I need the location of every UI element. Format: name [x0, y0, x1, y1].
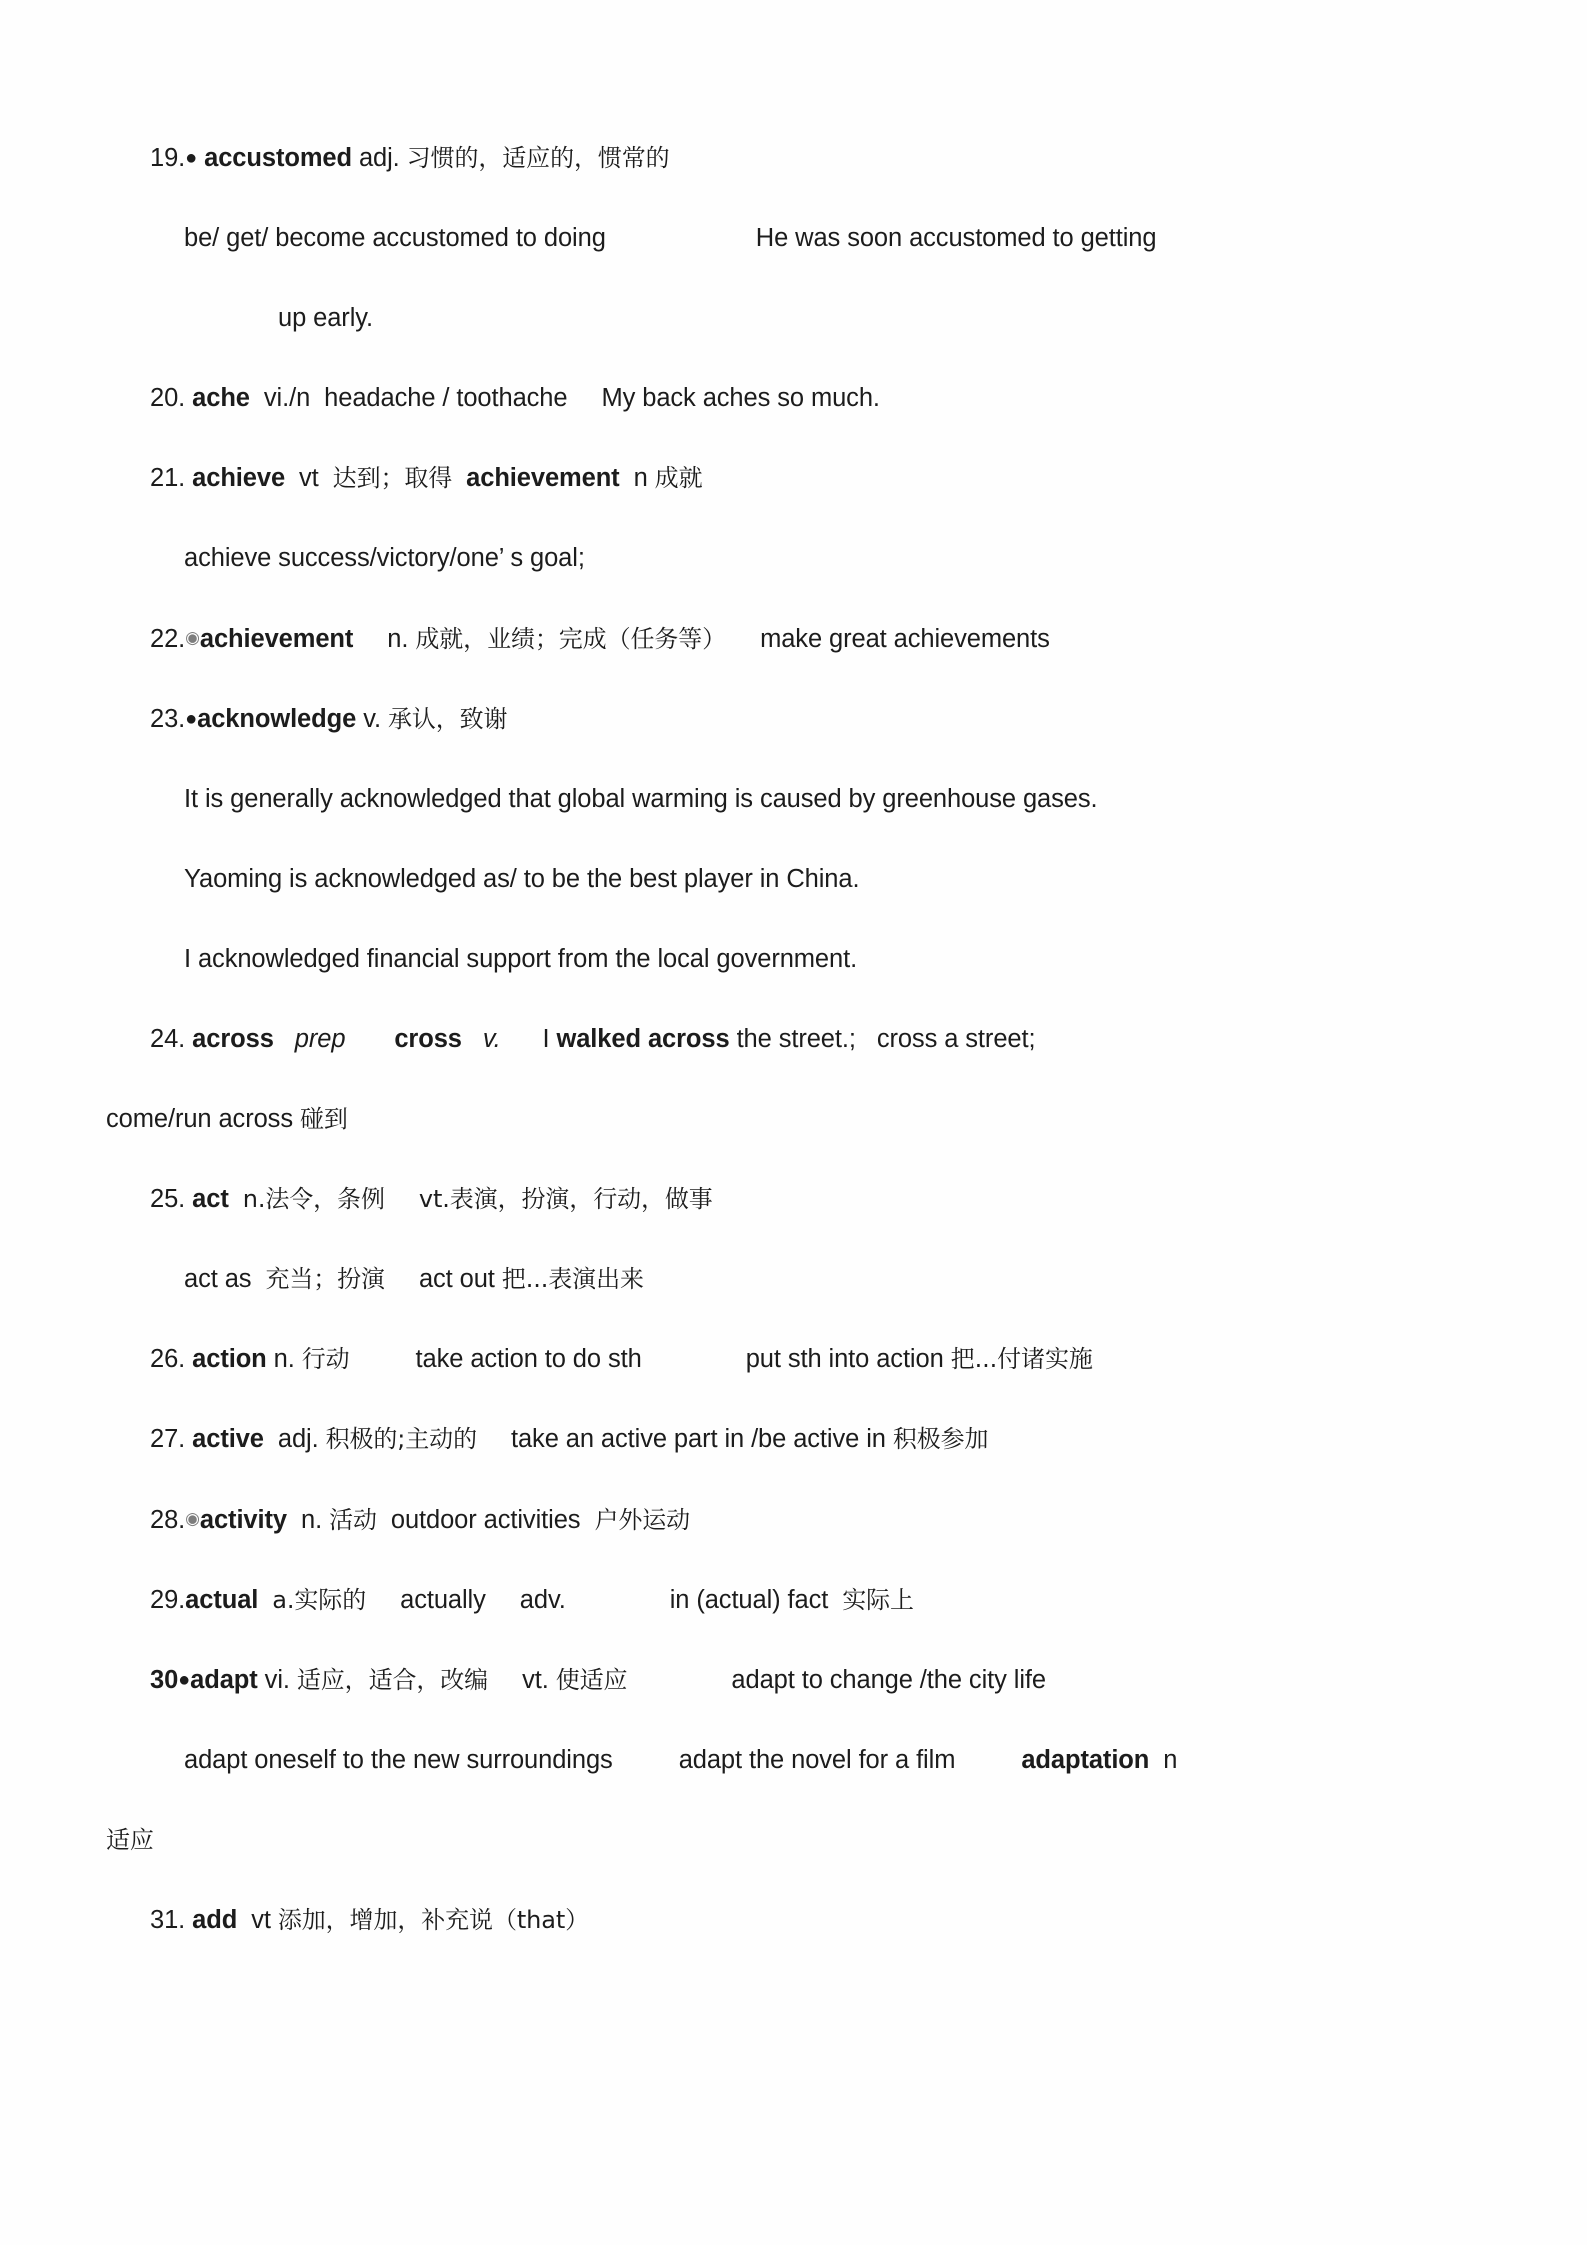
entry-29-headword: actual: [185, 1586, 259, 1614]
entry-28-number: 28.: [150, 1506, 186, 1534]
entry-19-usage-line: [184, 198, 1450, 278]
entry-25-pos-1: n.法令，条例: [242, 1185, 385, 1213]
entry-24-continuation-en: come/run across: [106, 1105, 300, 1133]
entry-28-headword: activity: [199, 1506, 287, 1534]
entry-26-example-2: put sth into action: [745, 1345, 944, 1373]
vocab-entry-27: [150, 1399, 1450, 1479]
entry-30-pos-1: vi.: [264, 1666, 290, 1694]
entry-21-headword: achieve: [192, 464, 286, 492]
entry-19-headword: accustomed: [204, 144, 352, 172]
entry-28-meaning-cn: 活动: [329, 1506, 377, 1534]
entry-20-number: 20.: [150, 384, 186, 412]
vocab-entry-19: [150, 118, 1450, 358]
bullet-icon: ◉: [185, 1509, 200, 1528]
entry-29-derived-word: actually: [400, 1586, 486, 1614]
entry-25-pos-2: vt.表演，扮演，行动，做事: [418, 1185, 713, 1213]
entry-22-headword: achievement: [199, 625, 354, 653]
entry-24-second-pos: v.: [482, 1025, 501, 1053]
entry-23-example-3: [184, 919, 1450, 999]
entry-31-headline: [150, 1880, 1450, 1960]
entry-23-example-2: [184, 839, 1450, 919]
vocab-entry-26: [150, 1319, 1450, 1399]
entry-23-example-2-text: Yaoming is acknowledged as/ to be the best player in China.: [184, 865, 860, 893]
entry-27-example-1: take an active part in /be active in: [510, 1425, 886, 1453]
vocab-entry-21: [150, 438, 1450, 598]
entry-24-continuation: [106, 1079, 1450, 1159]
entry-23-example-3-text: I acknowledged financial support from the local government.: [184, 945, 858, 973]
entry-26-example-2-cn: 把...付诸实施: [950, 1345, 1093, 1373]
bullet-icon: ◉: [185, 628, 200, 647]
entry-19-example: He was soon accustomed to getting: [755, 224, 1157, 252]
entry-21-usage-line: [184, 518, 1450, 598]
entry-26-pos: n.: [273, 1345, 295, 1373]
entry-23-meaning-cn: 承认，致谢: [387, 705, 508, 733]
entry-29-pos: a.实际的: [272, 1586, 367, 1614]
entry-30-number: 30: [150, 1666, 179, 1694]
entry-28-example-1-cn: 户外运动: [594, 1506, 691, 1534]
entry-24-continuation-cn: 碰到: [299, 1105, 348, 1133]
entry-28-example-1: outdoor activities: [390, 1506, 581, 1534]
entry-29-example-1: in (actual) fact: [669, 1586, 829, 1614]
entry-27-example-1-cn: 积极参加: [892, 1425, 989, 1453]
entry-30-meaning-1-cn: 适应，适合，改编: [296, 1666, 489, 1694]
entry-21-derived-pos: n: [633, 464, 648, 492]
entry-25-phrase-1-cn: 充当；扮演: [265, 1265, 385, 1293]
entry-30-phrase-2: adapt the novel for a film: [678, 1746, 956, 1774]
entry-27-headword: active: [192, 1425, 264, 1453]
entry-28-headline: [150, 1479, 1450, 1560]
entry-31-pos: vt: [251, 1906, 271, 1934]
entry-27-meaning-cn: 积极的;主动的: [325, 1425, 477, 1453]
entry-29-headline: [150, 1560, 1450, 1640]
entry-30-example-1: adapt to change /the city life: [731, 1666, 1046, 1694]
entry-25-headline: [150, 1159, 1450, 1239]
bullet-icon: ●: [185, 708, 198, 730]
entry-22-example-1: make great achievements: [760, 625, 1050, 653]
entry-29-derived-pos: adv.: [519, 1586, 566, 1614]
entry-25-phrases: [184, 1239, 1450, 1319]
entry-21-number: 21.: [150, 464, 186, 492]
entry-20-pos: vi./n: [263, 384, 311, 412]
vocab-entry-30: [106, 1640, 1450, 1880]
bullet-icon: ●: [178, 1669, 191, 1691]
entry-24-pos: prep: [294, 1025, 346, 1053]
entry-21-derived-word: achievement: [466, 464, 620, 492]
entry-20-example-2: My back aches so much.: [601, 384, 880, 412]
entry-25-headword: act: [192, 1185, 229, 1213]
entry-24-example-bold-1: walked: [556, 1025, 641, 1053]
entry-24-headline: [150, 999, 1408, 1079]
entry-21-derived-meaning-cn: 成就: [654, 464, 703, 492]
entry-19-pos: adj.: [358, 144, 400, 172]
entry-25-phrase-1-en: act as: [184, 1265, 252, 1293]
entry-26-headword: action: [192, 1345, 267, 1373]
vocab-entry-25: [150, 1159, 1450, 1319]
entry-19-number: 19.: [150, 144, 186, 172]
entry-23-example-1-text: It is generally acknowledged that global warming is caused by greenhouse gases.: [184, 785, 1098, 813]
entry-30-derived-pos: n: [1163, 1746, 1178, 1774]
entry-26-headline: [150, 1319, 1450, 1399]
entry-24-example-prefix: I: [542, 1025, 557, 1053]
entry-22-meaning-cn: 成就，业绩；完成（任务等）: [415, 625, 727, 653]
entry-30-phrase-1: adapt oneself to the new surroundings: [184, 1746, 613, 1774]
entry-30-headword: adapt: [190, 1666, 258, 1694]
entry-31-number: 31.: [150, 1906, 186, 1934]
entry-30-phrases: [184, 1720, 1450, 1800]
entry-27-headline: [150, 1399, 1450, 1479]
entry-27-pos: adj.: [277, 1425, 319, 1453]
entry-30-pos-2: vt.: [522, 1666, 549, 1694]
entry-30-continuation: [106, 1800, 1450, 1880]
entry-25-number: 25.: [150, 1185, 186, 1213]
vocab-entry-23: [150, 679, 1450, 999]
entry-22-number: 22.: [150, 625, 186, 653]
entry-24-example-bold-2: across: [647, 1025, 730, 1053]
entry-23-headword: acknowledge: [197, 705, 357, 733]
entry-30-headline: [150, 1640, 1450, 1720]
entry-26-number: 26.: [150, 1345, 186, 1373]
entry-23-example-1: [184, 759, 1450, 839]
entry-28-pos: n.: [300, 1506, 323, 1534]
entry-19-meaning-cn: 习惯的，适应的，惯常的: [406, 144, 670, 172]
vocab-entry-28: [150, 1479, 1450, 1560]
entry-24-headword: across: [192, 1025, 274, 1053]
entry-31-headword: add: [192, 1906, 238, 1934]
entry-20-example-1: headache / toothache: [324, 384, 568, 412]
entry-24-number: 24.: [150, 1025, 186, 1053]
entry-20-headword: ache: [192, 384, 250, 412]
vocabulary-list: [106, 118, 1450, 1960]
entry-19-example-continuation: [278, 278, 1450, 358]
entry-30-continuation-cn: 适应: [106, 1826, 154, 1854]
entry-25-phrase-2-en: act out: [418, 1265, 495, 1293]
entry-24-second-word: cross: [394, 1025, 462, 1053]
entry-19-example-cont-text: up early.: [278, 304, 374, 332]
entry-21-headline: [150, 438, 1450, 518]
entry-29-example-1-cn: 实际上: [842, 1586, 914, 1614]
entry-24-example-2: cross a street;: [876, 1025, 1036, 1053]
entry-22-headline: [150, 598, 1450, 679]
entry-19-collocation: be/ get/ become accustomed to doing: [184, 224, 606, 252]
entry-21-pos: vt: [299, 464, 319, 492]
entry-29-number: 29.: [150, 1586, 186, 1614]
entry-22-pos: n.: [387, 625, 409, 653]
entry-27-number: 27.: [150, 1425, 186, 1453]
vocab-entry-22: [150, 598, 1450, 679]
entry-25-phrase-2-cn: 把...表演出来: [501, 1265, 644, 1293]
vocab-entry-20: [150, 358, 1450, 438]
bullet-icon: ●: [185, 147, 198, 169]
entry-26-meaning-cn: 行动: [301, 1345, 350, 1373]
vocab-entry-24: [106, 999, 1450, 1159]
vocab-entry-31: [150, 1880, 1450, 1960]
entry-19-headline: [150, 118, 1450, 198]
entry-21-collocation: achieve success/victory/one’ s goal;: [184, 544, 585, 572]
entry-30-derived-word: adaptation: [1021, 1746, 1150, 1774]
entry-23-number: 23.: [150, 705, 186, 733]
entry-30-meaning-2-cn: 使适应: [555, 1666, 628, 1694]
entry-24-example-suffix: the street.;: [729, 1025, 856, 1053]
entry-31-meaning-cn: 添加，增加，补充说（that）: [277, 1906, 590, 1934]
entry-26-example-1: take action to do sth: [415, 1345, 642, 1373]
vocab-entry-29: [150, 1560, 1450, 1640]
entry-20-headline: [150, 358, 1450, 438]
entry-23-pos: v.: [363, 705, 381, 733]
entry-21-meaning-cn: 达到；取得: [332, 464, 453, 492]
entry-23-headline: [150, 679, 1450, 759]
